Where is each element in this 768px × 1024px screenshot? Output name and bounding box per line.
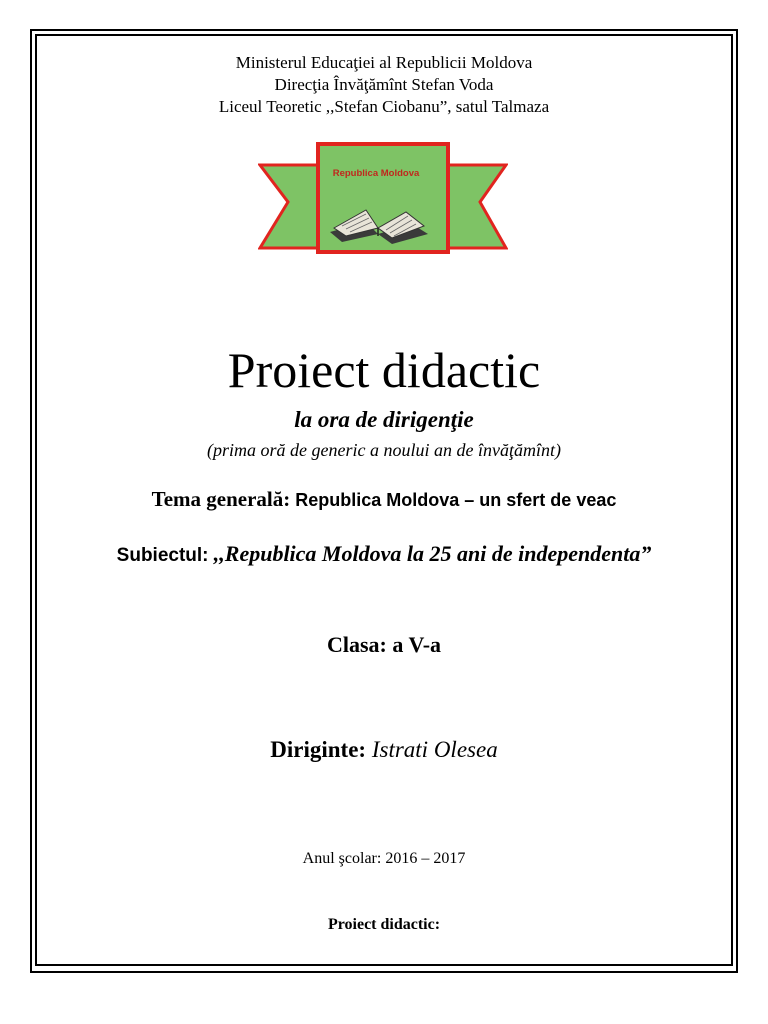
document-subtitle: la ora de dirigenţie — [294, 407, 474, 432]
tema-value: Republica Moldova – un sfert de veac — [295, 490, 617, 510]
subtitle-note: (prima oră de generic a noului an de învăţămînt) — [207, 440, 561, 460]
subiect-line — [0, 541, 768, 567]
subiect-label: Subiectul: — [116, 545, 209, 566]
logo-banner-text: Republica Moldova — [332, 168, 420, 179]
tema-label: Tema generală: — [151, 487, 291, 511]
clasa-line: Clasa: a V-a — [326, 632, 442, 657]
diriginte-line — [0, 737, 768, 763]
ministry-line: Ministerul Educaţiei al Republicii Moldova — [235, 53, 533, 72]
school-year: Anul şcolar: 2016 – 2017 — [302, 850, 466, 867]
diriginte-value: Istrati Olesea — [371, 737, 498, 762]
directorate-line: Direcţia Învăţămînt Stefan Voda — [274, 75, 494, 94]
diriginte-label: Diriginte: — [270, 737, 367, 762]
document-title: Proiect didactic — [227, 342, 541, 398]
footer-heading: Proiect didactic: — [327, 916, 441, 933]
tema-line — [0, 487, 768, 512]
school-line: Liceul Teoretic ,,Stefan Ciobanu”, satul Talmaza — [218, 97, 550, 116]
subiect-value: ,,Republica Moldova la 25 ani de independenta” — [213, 541, 652, 566]
republica-moldova-logo — [258, 140, 508, 258]
